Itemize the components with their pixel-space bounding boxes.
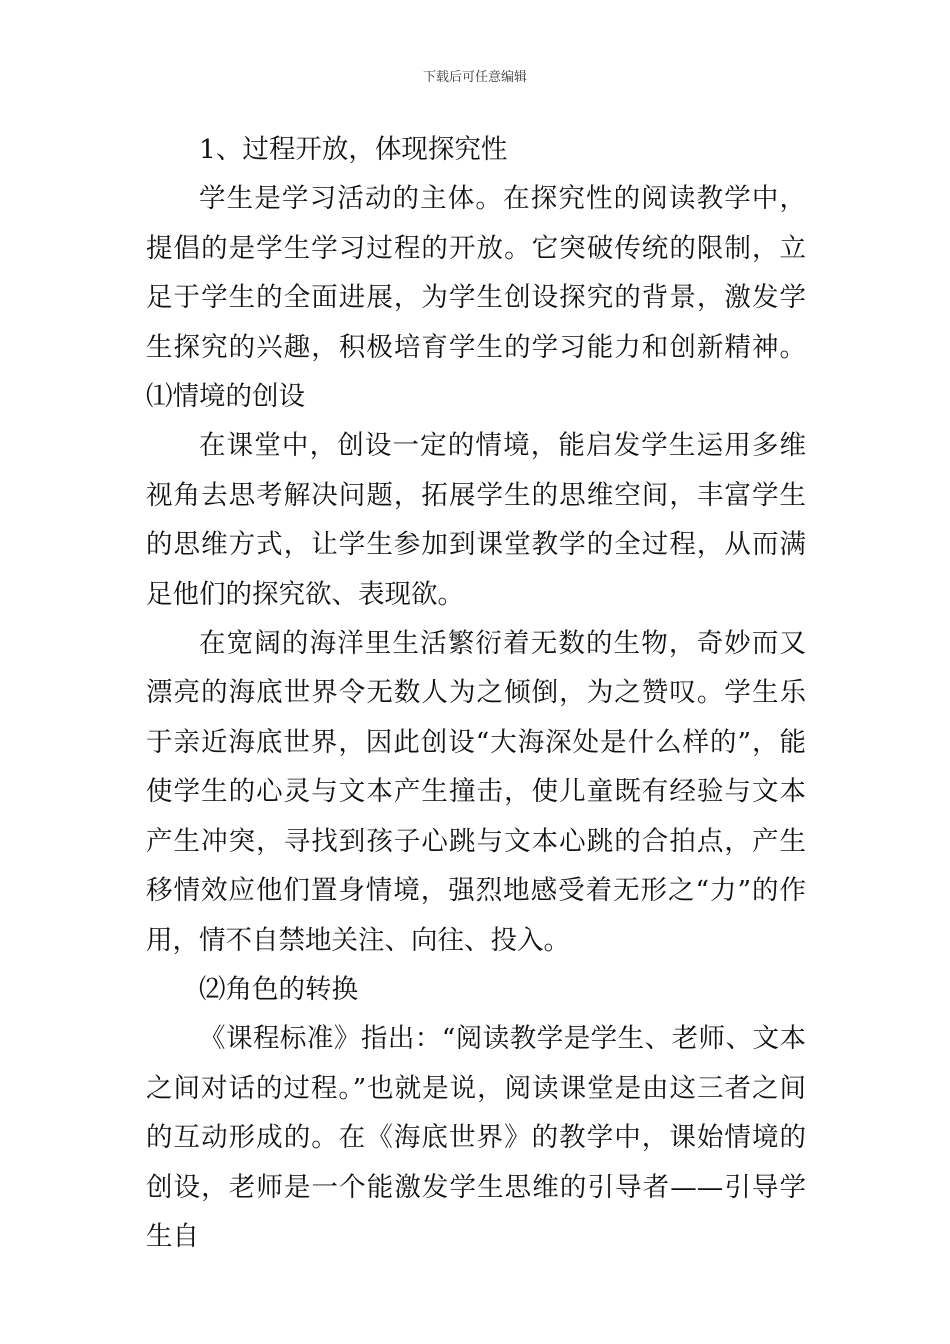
paragraph: 在课堂中，创设一定的情境，能启发学生运用多维视角去思考解决问题，拓展学生的思维空间，丰富学生的思维方式，让学生参加到课堂教学的全过程，从而满足他们的探究欲、表现欲。 [146,430,806,610]
document-body [146,125,806,1261]
paragraph: 学生是学习活动的主体。在探究性的阅读教学中，提倡的是学生学习过程的开放。它突破传统的限制，立足于学生的全面进展，为学生创设探究的背景，激发学生探究的兴趣，积极培育学生的学习能力和创新精神。⑴情境的创设 [146,183,806,413]
sub-heading: ⑵角色的转换 [199,973,358,1005]
header-note: 下载后可任意编辑 [422,70,527,85]
section-heading: 1、过程开放，体现探究性 [199,134,508,165]
paragraph: 《课程标准》指出：“阅读教学是学生、老师、文本之间对话的过程。”也就是说，阅读课堂是由这三者之间的互动形成的。在《海底世界》的教学中，课始情境的创设，老师是一个能激发学生思维的引导者——引导学生自 [146,1023,806,1252]
paragraph: 在宽阔的海洋里生活繁衍着无数的生物，奇妙而又漂亮的海底世界令无数人为之倾倒，为之赞叹。学生乐于亲近海底世界，因此创设“大海深处是什么样的”，能使学生的心灵与文本产生撞击，使儿童既有经验与文本产生冲突，寻找到孩子心跳与文本心跳的合拍点，产生移情效应他们置身情境，强烈地感受着无形之“力”的作用，情不自禁地关注、向往、投入。 [146,628,806,956]
